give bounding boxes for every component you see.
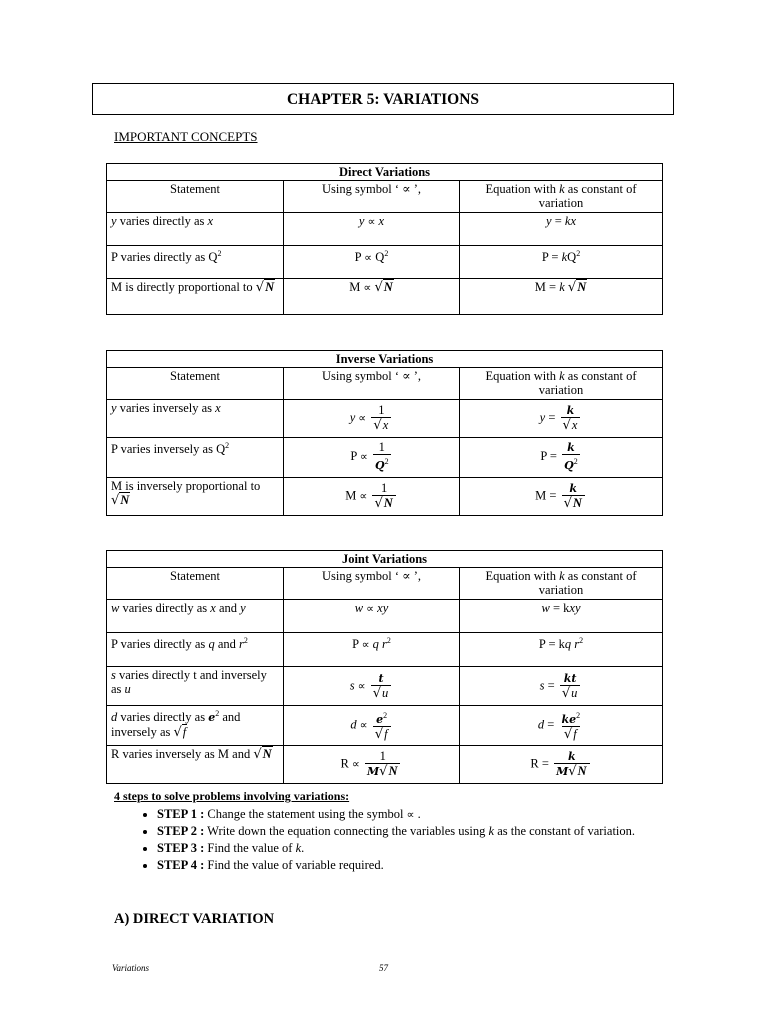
joint-variations-table bbox=[106, 550, 663, 784]
symbol-cell: y ∝ $\frac{1}{√x}$ bbox=[284, 400, 460, 438]
table-row bbox=[107, 246, 663, 279]
list-item: • STEP 3 : Find the value of k. bbox=[157, 840, 677, 857]
symbol-cell: y ∝ x bbox=[284, 213, 460, 246]
symbol-cell: P ∝ $\frac{1}{Q^2}$ bbox=[284, 438, 460, 478]
table-row bbox=[107, 746, 663, 784]
equation-cell: s = $\frac{kt}{√u}$ bbox=[460, 667, 663, 706]
equation-cell: w = kxy bbox=[460, 600, 663, 633]
symbol-cell: s ∝ $\frac{t}{√u}$ bbox=[284, 667, 460, 706]
list-item: • STEP 4 : Find the value of variable required. bbox=[157, 857, 677, 874]
header-equation: Equation with k as constant of variation bbox=[460, 368, 663, 400]
page-number: 57 bbox=[379, 963, 388, 973]
statement-cell: w varies directly as x and y bbox=[107, 600, 284, 633]
section-heading: A) DIRECT VARIATION bbox=[114, 911, 275, 927]
steps-list bbox=[131, 806, 677, 874]
list-item: • STEP 2 : Write down the equation connecting the variables using k as the constant of variation. bbox=[157, 823, 677, 840]
header-statement: Statement bbox=[107, 181, 284, 213]
table-title: Joint Variations bbox=[107, 551, 663, 568]
equation-cell: P = $\frac{k}{Q^2}$ bbox=[460, 438, 663, 478]
steps-heading: 4 steps to solve problems involving variations: bbox=[114, 789, 350, 803]
equation-cell: y = kx bbox=[460, 213, 663, 246]
statement-cell: d varies directly as $e^2$ and inversely as √f bbox=[107, 706, 284, 746]
table-row bbox=[107, 667, 663, 706]
statement-cell: P varies directly as $Q^2$ bbox=[107, 246, 284, 279]
header-equation: Equation with k as constant of variation bbox=[460, 568, 663, 600]
table-row bbox=[107, 633, 663, 667]
statement-cell: P varies directly as q and $r^2$ bbox=[107, 633, 284, 667]
equation-cell: M = k √N bbox=[460, 279, 663, 315]
statement-cell: y varies inversely as x bbox=[107, 400, 284, 438]
important-concepts-heading: IMPORTANT CONCEPTS bbox=[114, 129, 258, 144]
table-title: Inverse Variations bbox=[107, 351, 663, 368]
symbol-cell: M ∝ $\frac{1}{√N}$ bbox=[284, 478, 460, 516]
statement-cell: M is directly proportional to √N bbox=[107, 279, 284, 315]
statement-cell: y varies directly as x bbox=[107, 213, 284, 246]
table-row bbox=[107, 400, 663, 438]
header-symbol: Using symbol ‘ ∝ ’, bbox=[284, 568, 460, 600]
symbol-cell: M ∝ √N bbox=[284, 279, 460, 315]
list-item: • STEP 1 : Change the statement using the symbol ∝ . bbox=[157, 806, 677, 823]
table-title: Direct Variations bbox=[107, 164, 663, 181]
equation-cell: R = $\frac{k}{M√N}$ bbox=[460, 746, 663, 784]
header-statement: Statement bbox=[107, 568, 284, 600]
header-equation: Equation with k as constant of variation bbox=[460, 181, 663, 213]
table-row bbox=[107, 279, 663, 315]
symbol-cell: R ∝ $\frac{1}{M√N}$ bbox=[284, 746, 460, 784]
statement-cell: R varies inversely as M and √N bbox=[107, 746, 284, 784]
symbol-cell: $P \propto Q^2$ bbox=[284, 246, 460, 279]
header-symbol: Using symbol ‘ ∝ ’, bbox=[284, 368, 460, 400]
table-row bbox=[107, 213, 663, 246]
header-statement: Statement bbox=[107, 368, 284, 400]
footer-label: Variations bbox=[112, 963, 150, 973]
equation-cell: d = $\frac{ke^2}{√f}$ bbox=[460, 706, 663, 746]
statement-cell: s varies directly t and inversely as u bbox=[107, 667, 284, 706]
table-row bbox=[107, 438, 663, 478]
statement-cell: P varies inversely as $Q^2$ bbox=[107, 438, 284, 478]
equation-cell: M = $\frac{k}{√N}$ bbox=[460, 478, 663, 516]
inverse-variations-table bbox=[106, 350, 663, 516]
equation-cell: $P = kQ^2$ bbox=[460, 246, 663, 279]
table-row bbox=[107, 600, 663, 633]
chapter-title: CHAPTER 5: VARIATIONS bbox=[92, 83, 674, 115]
symbol-cell: P ∝ q $r^2$ bbox=[284, 633, 460, 667]
symbol-cell: w ∝ xy bbox=[284, 600, 460, 633]
table-row bbox=[107, 478, 663, 516]
statement-cell: M is inversely proportional to √N bbox=[107, 478, 284, 516]
symbol-cell: d ∝ $\frac{e^2}{√f}$ bbox=[284, 706, 460, 746]
direct-variations-table bbox=[106, 163, 663, 315]
table-row bbox=[107, 706, 663, 746]
equation-cell: y = $\frac{k}{√x}$ bbox=[460, 400, 663, 438]
header-symbol: Using symbol ‘ ∝ ’, bbox=[284, 181, 460, 213]
equation-cell: P = kq $r^2$ bbox=[460, 633, 663, 667]
